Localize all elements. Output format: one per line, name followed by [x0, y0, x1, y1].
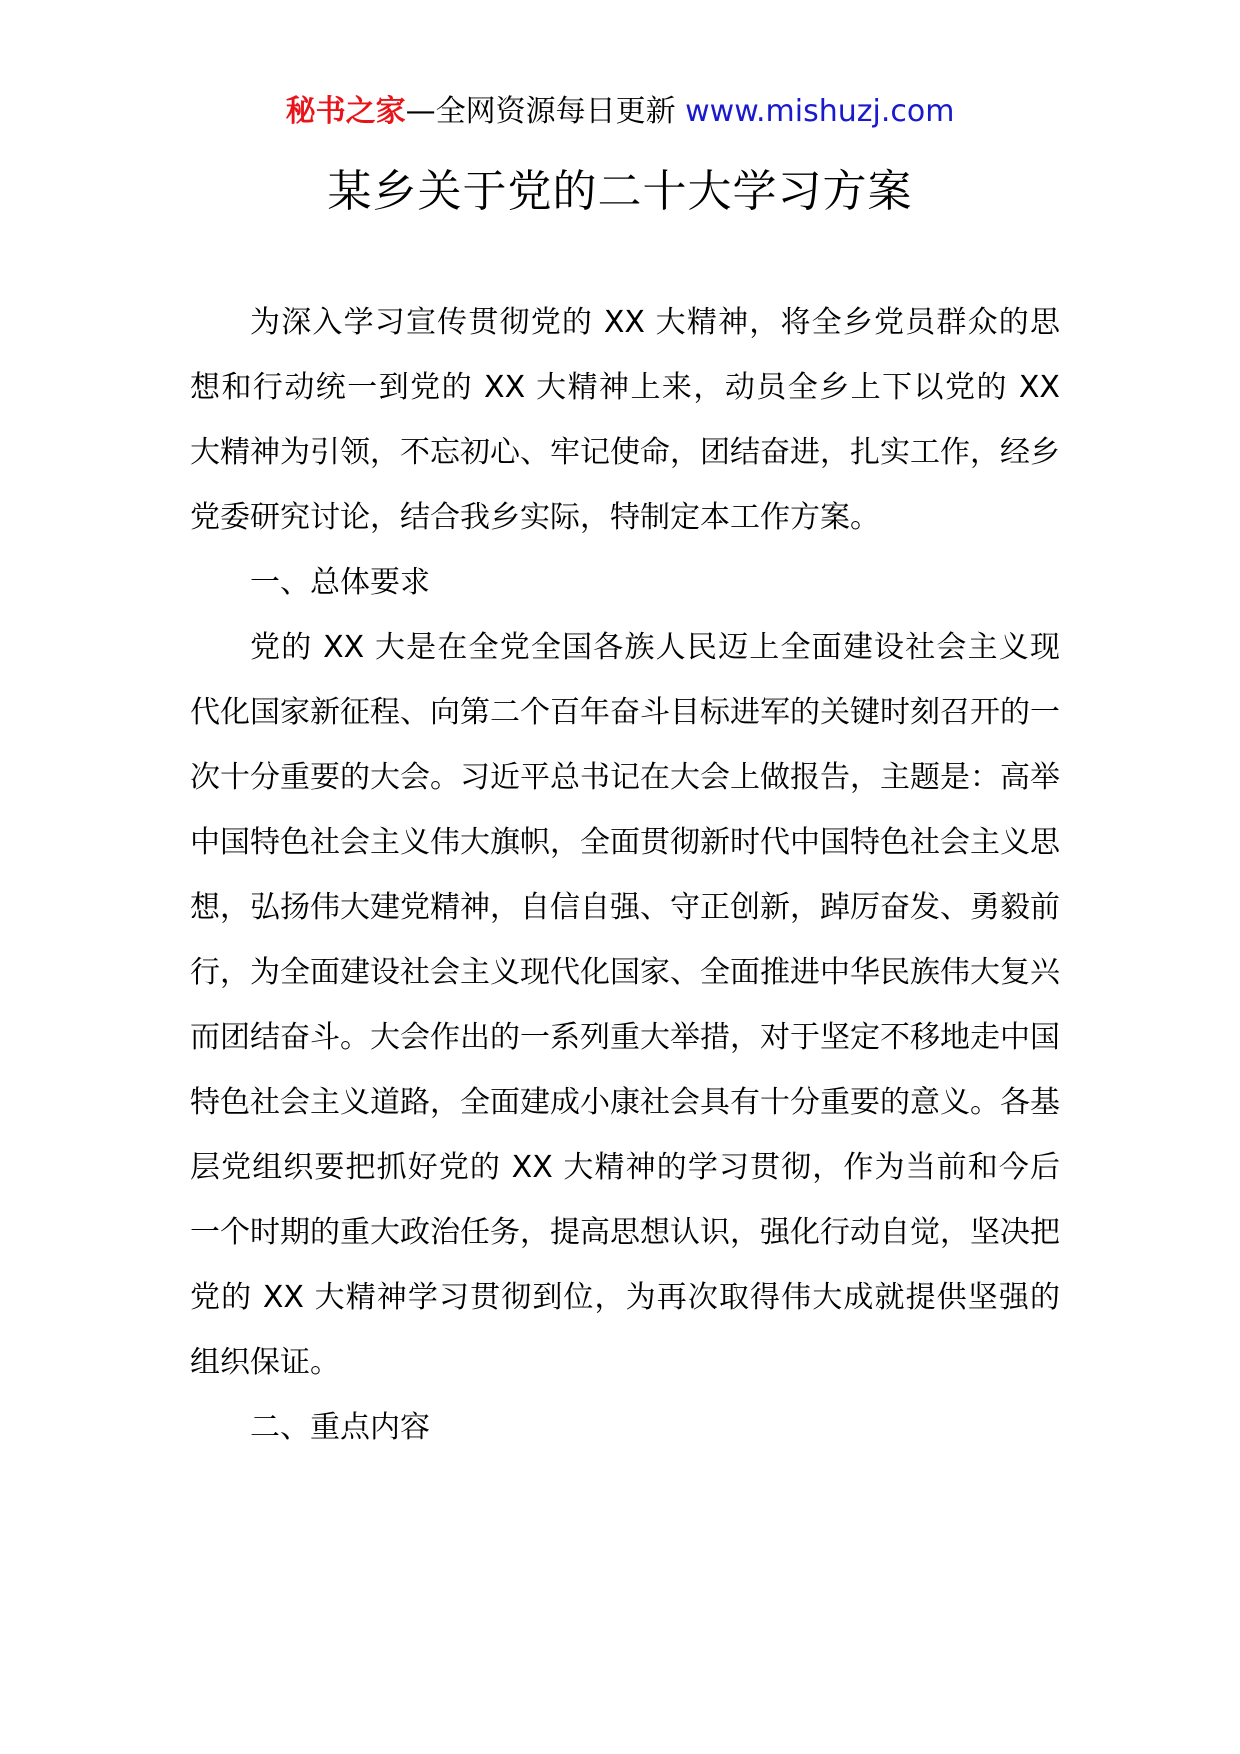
document-title: 某乡关于党的二十大学习方案 [327, 166, 913, 217]
section-heading-1: 一、总体要求 [250, 565, 430, 600]
site-url-link[interactable]: www.mishuzj.com [685, 94, 955, 129]
brand-name: 秘书之家 [285, 94, 406, 129]
document-body [190, 290, 1060, 1460]
banner-tagline: —全网资源每日更新 [405, 94, 676, 129]
section-1-paragraph: 党的 XX 大是在全党全国各族人民迈上全面建设社会主义现代化国家新征程、向第二个百年奋斗目标进军的关键时刻召开的一次十分重要的大会。习近平总书记在大会上做报告，主题是：高举中国特色社会主义伟大旗帜，全面贯彻新时代中国特色社会主义思想，弘扬伟大建党精神，自信自强、守正创新，踔厉奋发、勇毅前行，为全面建设社会主义现代化国家、全面推进中华民族伟大复兴而团结奋斗。大会作出的一系列重大举措，对于坚定不移地走中国特色社会主义道路，全面建成小康社会具有十分重要的意义。各基层党组织要把抓好党的 XX 大精神的学习贯彻，作为当前和今后一个时期的重大政治任务，提高思想认识，强化行动自觉，坚决把党的 XX 大精神学习贯彻到位，为再次取得伟大成就提供坚强的组织保证。 [190, 630, 1060, 1380]
section-heading-2: 二、重点内容 [250, 1410, 430, 1445]
intro-paragraph: 为深入学习宣传贯彻党的 XX 大精神，将全乡党员群众的思想和行动统一到党的 XX 大精神上来，动员全乡上下以党的 XX 大精神为引领，不忘初心、牢记使命，团结奋进，扎实工作，经乡党委研究讨论，结合我乡实际，特制定本工作方案。 [190, 305, 1060, 535]
site-banner [0, 92, 1240, 132]
